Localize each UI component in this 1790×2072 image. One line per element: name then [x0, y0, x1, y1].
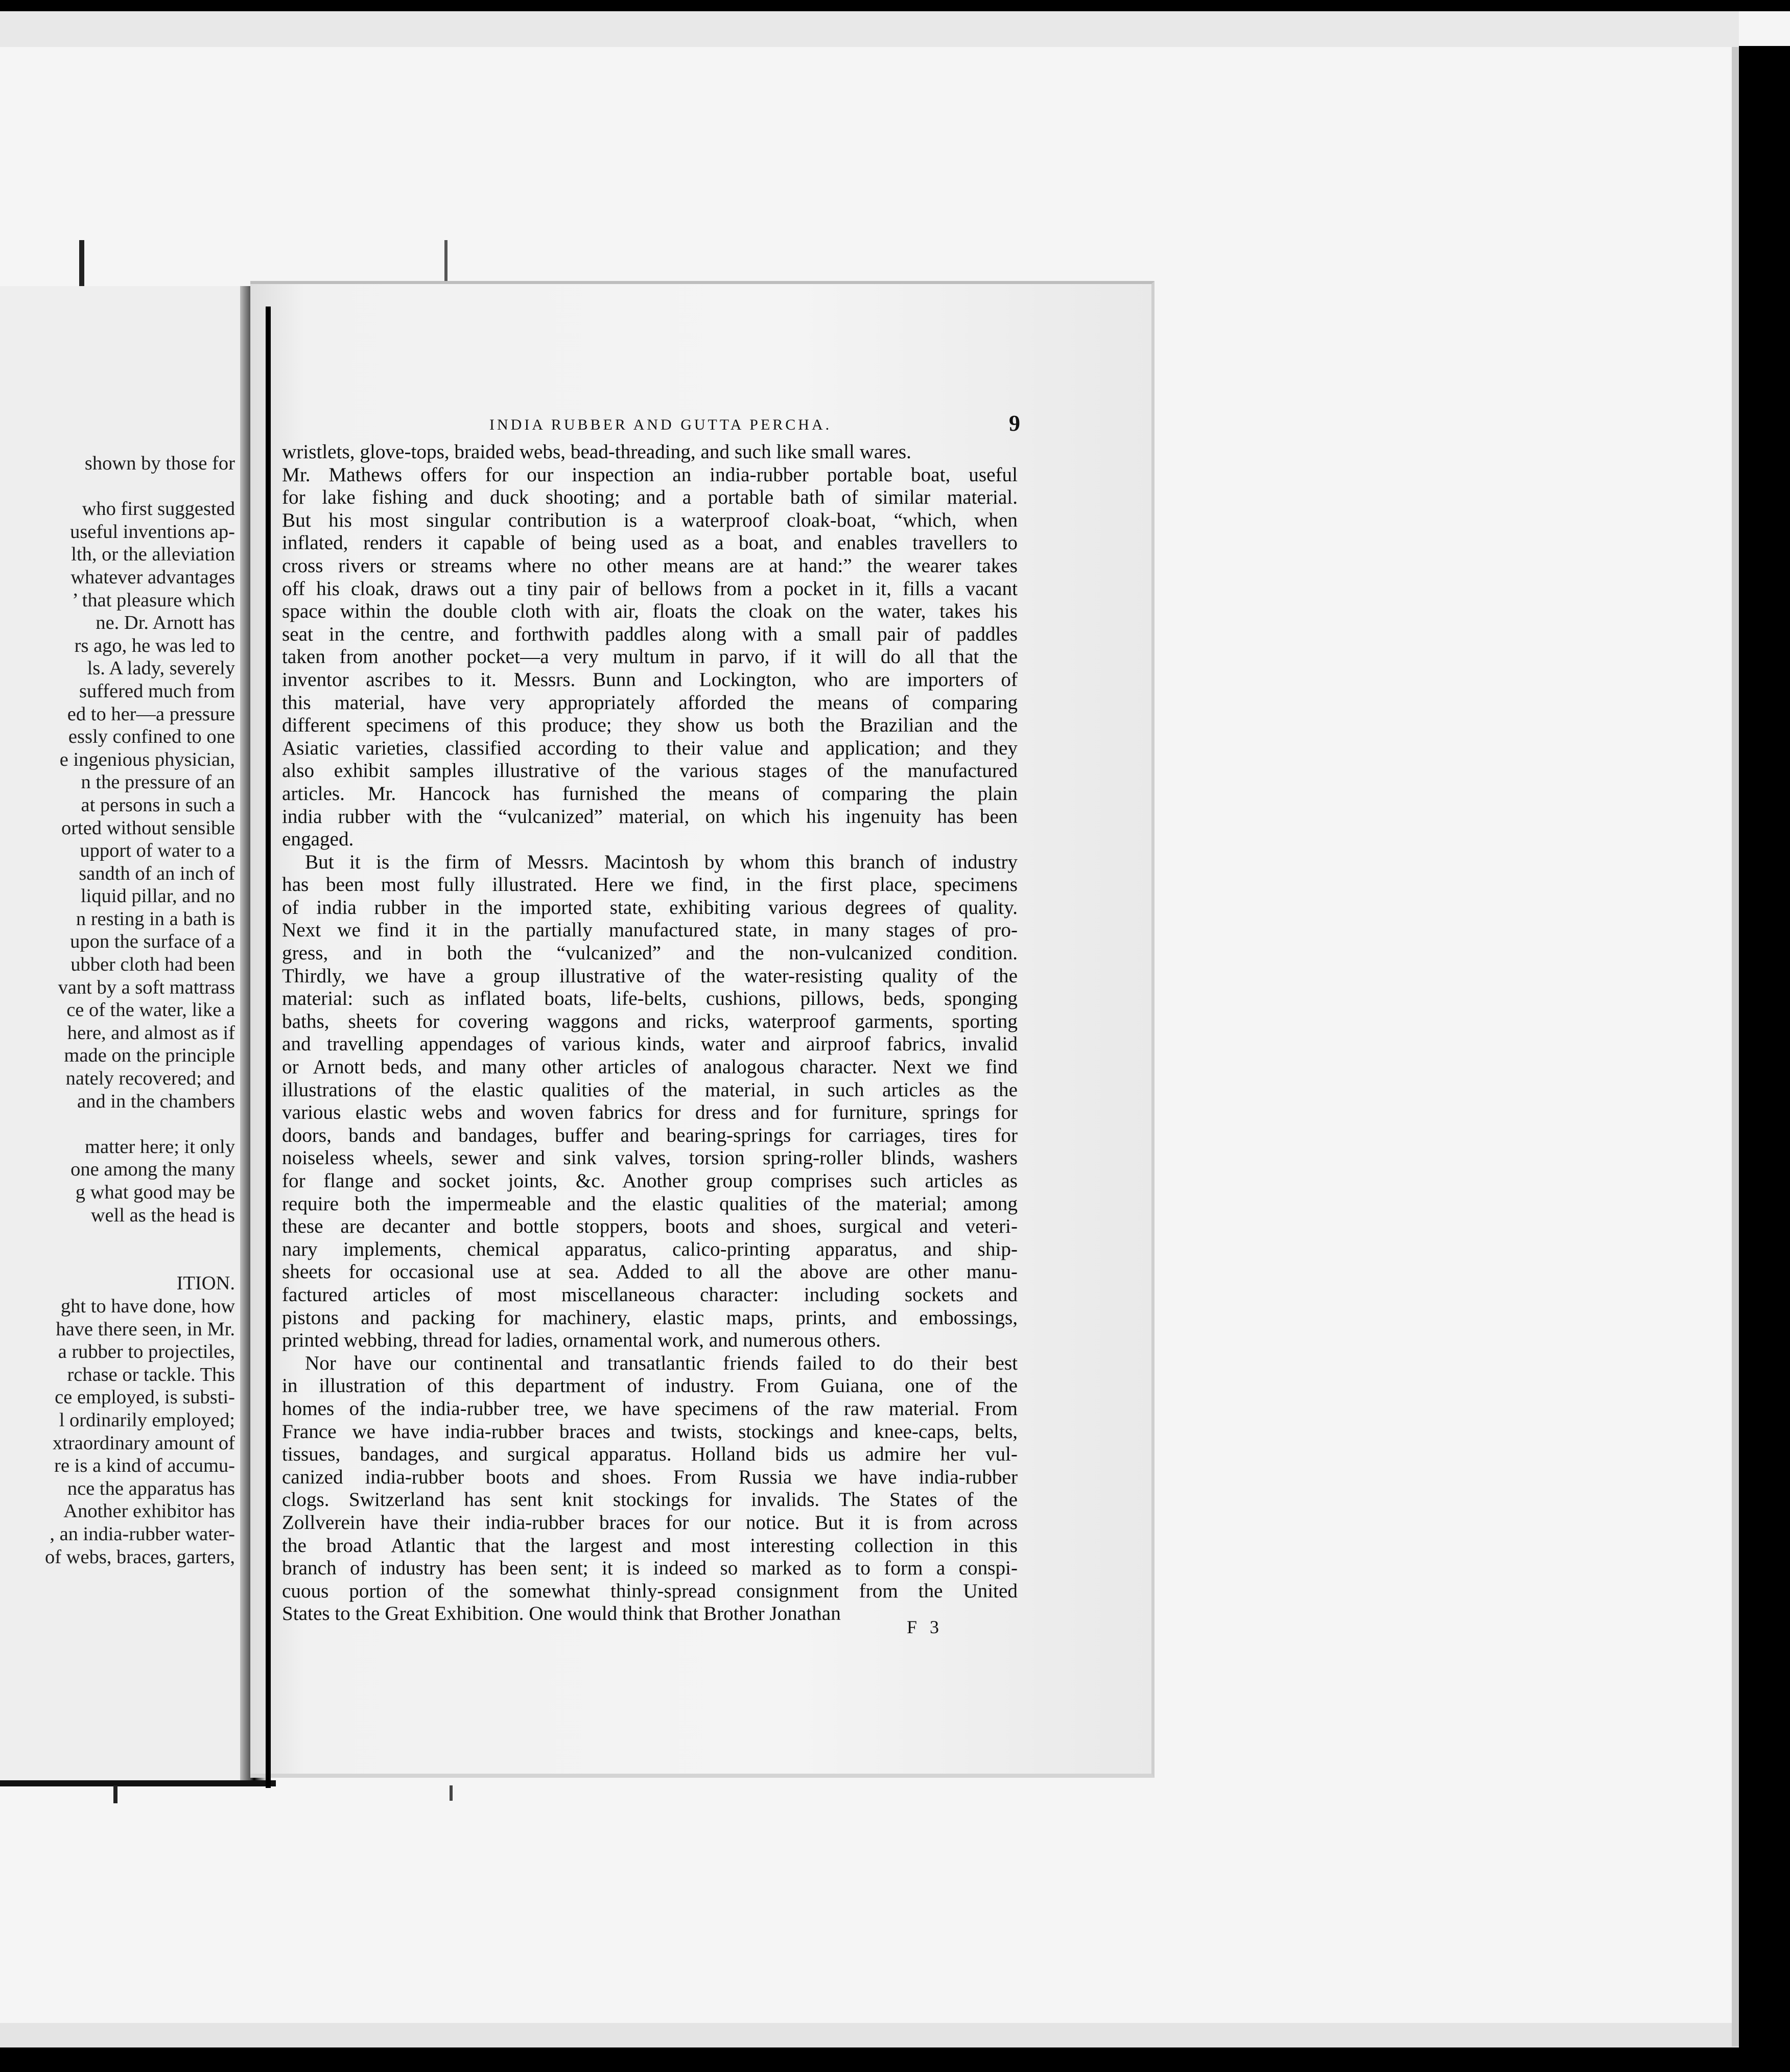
text-line: taken from another pocket—a very multum in parvo, if it will do all that the	[282, 646, 1018, 668]
text-line: and travelling appendages of various kinds, water and airproof fabrics, invalid	[282, 1033, 1018, 1055]
text-line: homes of the india-rubber tree, we have specimens of the raw material. From	[282, 1397, 1018, 1420]
text-line: inflated, renders it capable of being used as a boat, and enables travellers to	[282, 532, 1018, 554]
text-line: noiseless wheels, sewer and sink valves, torsion spring-roller blinds, washers	[282, 1147, 1018, 1169]
text-line: But it is the firm of Messrs. Macintosh by whom this branch of industry	[305, 851, 1018, 873]
text-line: have there seen, in Mr.	[56, 1318, 235, 1340]
text-line: re is a kind of accumu-	[54, 1455, 235, 1477]
text-line: ls. A lady, severely	[87, 657, 235, 679]
text-line: here, and almost as if	[67, 1022, 235, 1044]
film-frame-right	[1739, 46, 1790, 2047]
text-line: of india rubber in the imported state, exhibiting various degrees of quality.	[282, 896, 1018, 919]
text-line: g what good may be	[75, 1182, 235, 1203]
text-line: branch of industry has been sent; it is indeed so marked as to form a conspi-	[282, 1557, 1018, 1580]
text-line: ed to her—a pressure	[67, 703, 235, 725]
text-line: at persons in such a	[81, 794, 235, 816]
text-line: shown by those for	[84, 453, 235, 474]
page-header	[250, 413, 1047, 439]
text-line: tissues, bandages, and surgical apparatus. Holland bids us admire her vul-	[282, 1443, 1018, 1466]
text-line: upon the surface of a	[70, 931, 235, 953]
text-line: suffered much from	[79, 680, 235, 702]
text-line: ITION.	[176, 1273, 235, 1294]
text-line	[0, 475, 235, 498]
text-line: l ordinarily employed;	[59, 1409, 235, 1431]
film-margin-bottom	[0, 2023, 1739, 2047]
page-body-text	[282, 441, 1018, 1626]
text-line: well as the head is	[90, 1204, 235, 1226]
text-line: various elastic webs and woven fabrics for dress and for furniture, springs for	[282, 1101, 1018, 1124]
scan-mark	[79, 240, 84, 291]
text-line: off his cloak, draws out a tiny pair of bellows from a pocket in it, fills a vacant	[282, 577, 1018, 600]
scan-mark	[444, 240, 447, 286]
text-line: nce the apparatus has	[67, 1477, 235, 1499]
text-line: vant by a soft mattrass	[58, 976, 235, 998]
text-line: whatever advantages	[70, 566, 235, 588]
text-line: useful inventions ap-	[70, 521, 235, 543]
text-line: Zollverein have their india-rubber braces for our notice. But it is from across	[282, 1511, 1018, 1534]
text-line: cuous portion of the somewhat thinly-spread consignment from the United	[282, 1580, 1018, 1602]
text-line: ght to have done, how	[60, 1295, 235, 1317]
text-line	[0, 1227, 235, 1250]
running-title: INDIA RUBBER AND GUTTA PERCHA.	[489, 416, 832, 433]
page-number: 9	[1009, 411, 1023, 436]
text-line: one among the many	[70, 1159, 235, 1181]
text-line: upport of water to a	[80, 840, 235, 862]
text-line: lth, or the alleviation	[71, 544, 235, 566]
text-line: in illustration of this department of industry. From Guiana, one of the	[282, 1375, 1018, 1397]
text-line: n the pressure of an	[81, 771, 235, 793]
text-line: sandth of an inch of	[79, 862, 235, 884]
text-line: Asiatic varieties, classified according to their value and application; and they	[282, 737, 1018, 759]
text-line: wristlets, glove-tops, braided webs, bead-threading, and such like small wares.	[282, 441, 911, 463]
text-line: has been most fully illustrated. Here we find, in the first place, specimens	[282, 874, 1018, 896]
text-line: of webs, braces, garters,	[44, 1546, 235, 1568]
text-line: rs ago, he was led to	[74, 634, 235, 656]
text-line: e ingenious physician,	[59, 748, 235, 770]
previous-page-bottom-edge	[0, 1780, 276, 1786]
text-line: material: such as inflated boats, life-belts, cushions, pillows, beds, sponging	[282, 987, 1018, 1010]
text-line: France we have india-rubber braces and twists, stockings and knee-caps, belts,	[282, 1420, 1018, 1443]
text-line: essly confined to one	[68, 726, 235, 748]
text-line: printed webbing, thread for ladies, ornamental work, and numerous others.	[282, 1329, 881, 1352]
text-line: States to the Great Exhibition. One would think that Brother Jonathan	[282, 1603, 841, 1625]
text-line: and in the chambers	[77, 1090, 235, 1112]
text-line: who first suggested	[82, 498, 235, 520]
text-line: matter here; it only	[85, 1136, 235, 1158]
text-line: different specimens of this produce; they show us both the Brazilian and the	[282, 714, 1018, 737]
film-margin-top	[0, 11, 1739, 47]
text-line: india rubber with the “vulcanized” material, on which his ingenuity has been	[282, 805, 1018, 828]
text-line: articles. Mr. Hancock has furnished the means of comparing the plain	[282, 782, 1018, 805]
text-line: these are decanter and bottle stoppers, boots and shoes, surgical and veteri-	[282, 1215, 1018, 1238]
text-line: Mr. Mathews offers for our inspection an india-rubber portable boat, useful	[282, 463, 1018, 486]
text-line: this material, have very appropriately afforded the means of comparing	[282, 691, 1018, 714]
text-line: Another exhibitor has	[63, 1500, 235, 1522]
text-line: inventor ascribes to it. Messrs. Bunn and Lockington, who are importers of	[282, 668, 1018, 691]
text-line: gress, and in both the “vulcanized” and the non-vulcanized condition.	[282, 942, 1018, 964]
text-line: a rubber to projectiles,	[58, 1341, 235, 1363]
text-line	[0, 1250, 235, 1273]
printer-signature-mark: F 3	[907, 1617, 944, 1637]
text-line: But his most singular contribution is a waterproof cloak-boat, “which, when	[282, 509, 1018, 531]
text-line: engaged.	[282, 828, 354, 851]
text-line: canized india-rubber boots and shoes. From Russia we have india-rubber	[282, 1466, 1018, 1488]
text-line: or Arnott beds, and many other articles of analogous character. Next we find	[282, 1056, 1018, 1078]
text-line: orted without sensible	[61, 817, 235, 839]
text-line: ne. Dr. Arnott has	[96, 612, 235, 634]
film-frame-top	[0, 0, 1790, 11]
text-line: for flange and socket joints, &c. Another group comprises such articles as	[282, 1170, 1018, 1192]
text-line: cross rivers or streams where no other means are at hand:” the wearer takes	[282, 554, 1018, 577]
text-line: ubber cloth had been	[70, 954, 235, 976]
text-line: the broad Atlantic that the largest and most interesting collection in this	[282, 1534, 1018, 1557]
text-line: pistons and packing for machinery, elastic maps, prints, and embossings,	[282, 1306, 1018, 1329]
previous-page	[0, 286, 255, 1783]
text-line: doors, bands and bandages, buffer and bearing-springs for carriages, tires for	[282, 1124, 1018, 1146]
text-line: for lake fishing and duck shooting; and a portable bath of similar material.	[282, 486, 1018, 509]
text-line: rchase or tackle. This	[67, 1363, 235, 1385]
previous-page-text	[0, 452, 235, 1568]
film-frame-bottom	[0, 2047, 1790, 2072]
scan-mark	[450, 1785, 453, 1801]
text-line: illustrations of the elastic qualities of the material, in such articles as the	[282, 1078, 1018, 1101]
text-line: seat in the centre, and forthwith paddles along with a small pair of paddles	[282, 623, 1018, 645]
text-line: factured articles of most miscellaneous character: including sockets and	[282, 1283, 1018, 1306]
text-line: n resting in a bath is	[76, 908, 235, 930]
text-line: ’ that pleasure which	[72, 589, 235, 611]
text-line: ce of the water, like a	[66, 999, 235, 1021]
text-line: made on the principle	[64, 1045, 235, 1067]
text-line: xtraordinary amount of	[52, 1432, 235, 1454]
text-line: require both the impermeable and the elastic qualities of the material; among	[282, 1192, 1018, 1215]
text-line: baths, sheets for covering waggons and ricks, waterproof garments, sporting	[282, 1010, 1018, 1032]
text-line: ce employed, is substi-	[55, 1386, 235, 1408]
text-line: Next we find it in the partially manufactured state, in many stages of pro-	[282, 919, 1018, 941]
text-line: Nor have our continental and transatlantic friends failed to do their best	[305, 1352, 1018, 1374]
text-line: , an india-rubber water-	[50, 1523, 235, 1545]
text-line: sheets for occasional use at sea. Added to all the above are other manu-	[282, 1261, 1018, 1283]
text-line	[0, 1113, 235, 1136]
text-line: space within the double cloth with air, floats the cloak on the water, takes his	[282, 600, 1018, 623]
scan-mark	[113, 1785, 117, 1803]
text-line: nately recovered; and	[65, 1068, 235, 1090]
book-page	[250, 281, 1155, 1778]
text-line: also exhibit samples illustrative of the various stages of the manufactured	[282, 760, 1018, 782]
text-line: clogs. Switzerland has sent knit stockings for invalids. The States of the	[282, 1489, 1018, 1511]
text-line: nary implements, chemical apparatus, calico-printing apparatus, and ship-	[282, 1238, 1018, 1260]
text-line: liquid pillar, and no	[80, 885, 235, 907]
page-left-edge	[266, 307, 271, 1788]
text-line: Thirdly, we have a group illustrative of the water-resisting quality of the	[282, 964, 1018, 987]
